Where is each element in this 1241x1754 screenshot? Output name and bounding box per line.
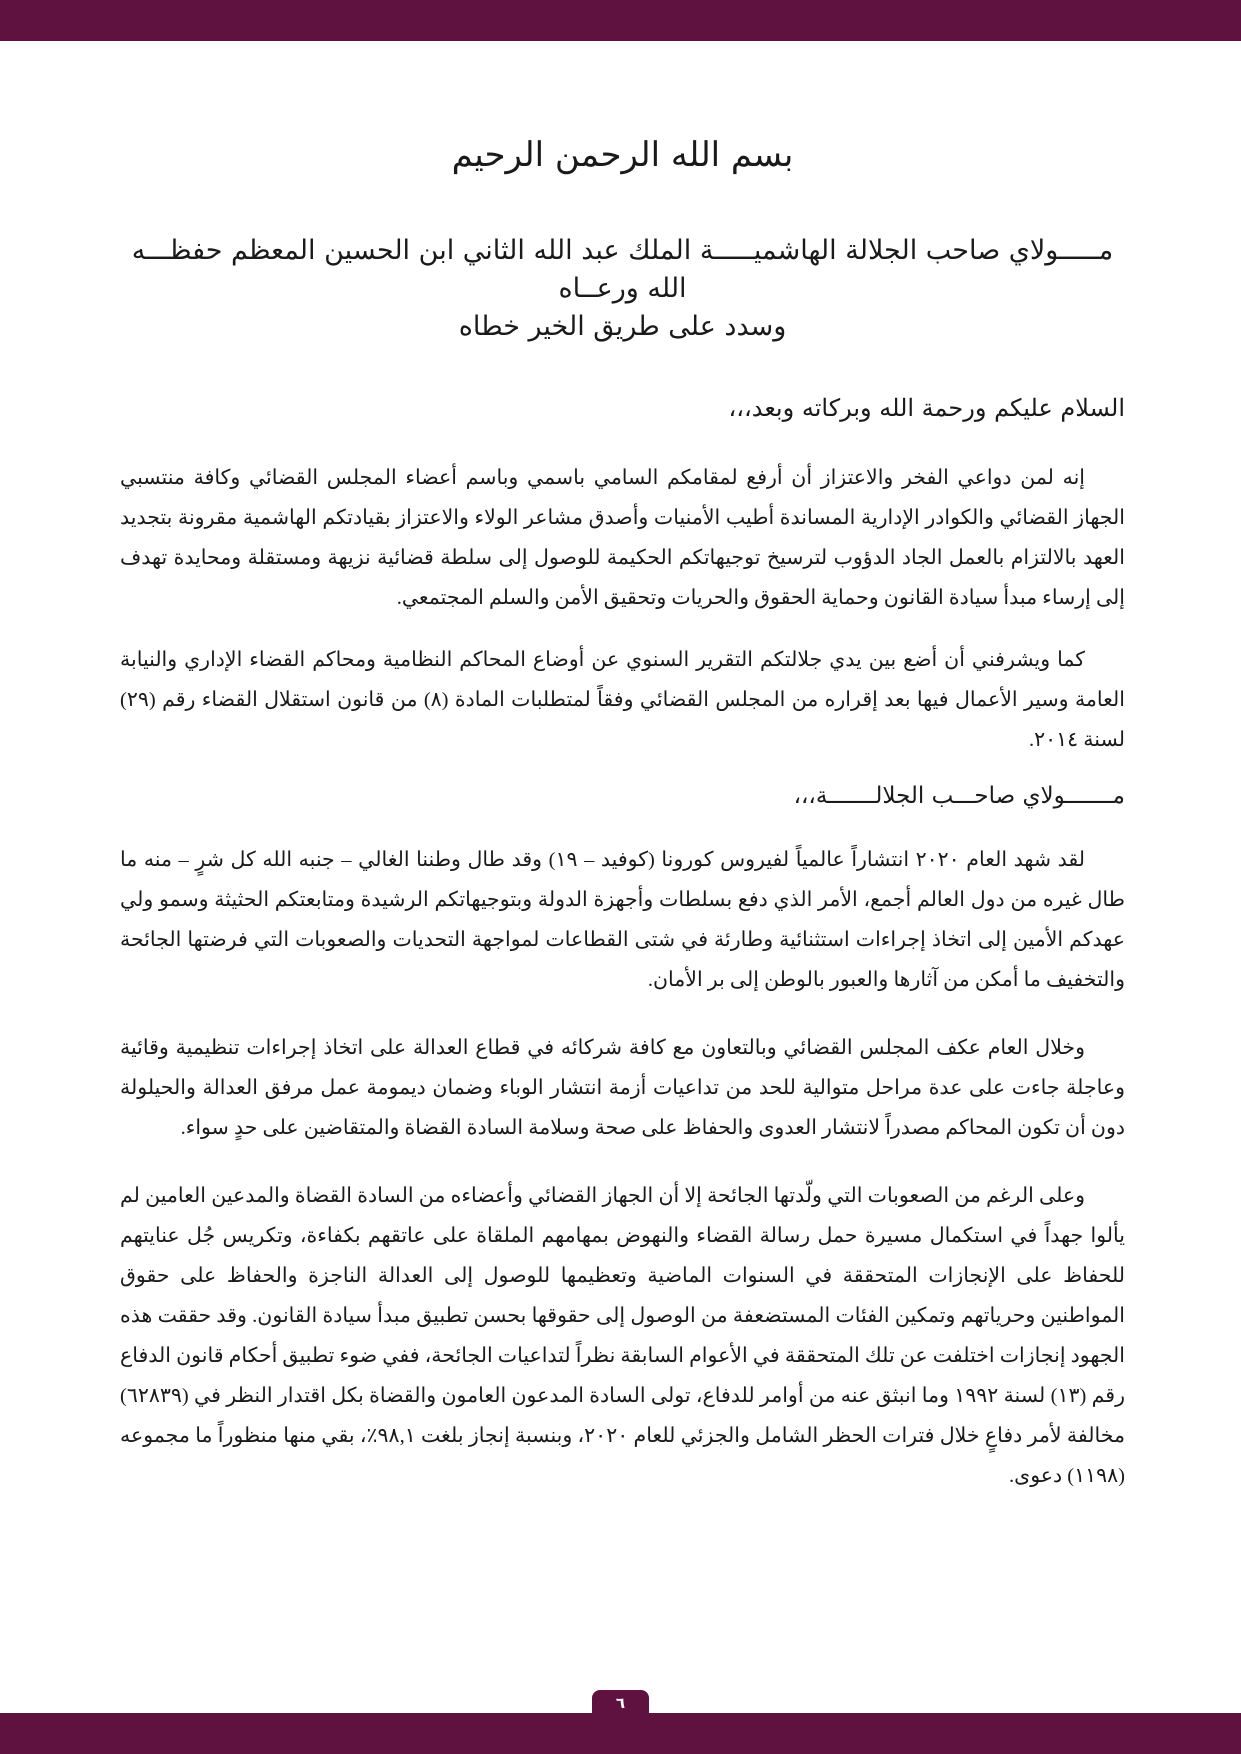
bottom-footer-bar — [0, 1713, 1241, 1754]
dedication-heading — [120, 232, 1125, 346]
paragraph-1: إنه لمن دواعي الفخر والاعتزاز أن أرفع لمقامكم السامي باسمي وباسم أعضاء المجلس القضائي وكافة منتسبي الجهاز القضائي والكوادر الإدارية المساندة أطيب الأمنيات وأصدق مشاعر الولاء والاعتزاز بقيادتكم الهاشمية مقرونة بتجديد العهد بالالتزام بالعمل الجاد الدؤوب لترسيخ توجيهاتكم الحكيمة للوصول إلى سلطة قضائية نزيهة ومستقلة ومحايدة تهدف إلى إرساء مبدأ سيادة القانون وحماية الحقوق والحريات وتحقيق الأمن والسلم المجتمعي. — [120, 467, 1125, 609]
paragraph-2: كما ويشرفني أن أضع بين يدي جلالتكم التقرير السنوي عن أوضاع المحاكم النظامية ومحاكم القضاء الإداري والنيابة العامة وسير الأعمال فيها بعد إقراره من المجلس القضائي وفقاً لمتطلبات المادة (٨) من قانون استقلال القضاء رقم (٢٩) لسنة ٢٠١٤. — [120, 649, 1125, 751]
paragraph-3: لقد شهد العام ٢٠٢٠ انتشاراً عالمياً لفيروس كورونا (كوفيد – ١٩) وقد طال وطننا الغالي – جنبه الله كل شرٍ – منه ما طال غيره من دول العالم أجمع، الأمر الذي دفع بسلطات وأجهزة الدولة وبتوجيهاتكم الرشيدة ومتابعتكم الحثيثة وسمو ولي عهدكم الأمين إلى اتخاذ إجراءات استثنائية وطارئة في شتى القطاعات لمواجهة التحديات والصعوبات التي فرضتها الجائحة والتخفيف ما أمكن من آثارها والعبور بالوطن إلى بر الأمان. — [120, 849, 1125, 991]
page-number: ٦ — [592, 1690, 649, 1720]
dedication-line-1: مـــــولاي صاحب الجلالة الهاشميـــــة الملك عبد الله الثاني ابن الحسين المعظم حفظـــه الله ورعــاه — [131, 235, 1114, 304]
greeting-line: السلام عليكم ورحمة الله وبركاته وبعد،،، — [728, 394, 1125, 422]
paragraph-5: وعلى الرغم من الصعوبات التي ولّدتها الجائحة إلا أن الجهاز القضائي وأعضاءه من السادة القضاة والمدعين العامين لم يألوا جهداً في استكمال مسيرة حمل رسالة القضاء والنهوض بمهامهم الملقاة على عاتقهم بكفاءة، وتكريس جُل عنايتهم للحفاظ على الإنجازات المتحققة في السنوات الماضية وتعظيمها للوصول إلى العدالة الناجزة والحفاظ على حقوق المواطنين وحرياتهم وتمكين الفئات المستضعفة من الوصول إلى حقوقها بحسن تطبيق مبدأ سيادة القانون. وقد حققت هذه الجهود إنجازات اختلفت عن تلك المتحققة في الأعوام السابقة نظراً لتداعيات الجائحة، ففي ضوء تطبيق أحكام قانون الدفاع رقم (١٣) لسنة ١٩٩٢ وما انبثق عنه من أوامر للدفاع، تولى السادة المدعون العامون والقضاة بكل اقتدار النظر في (٦٢٨٣٩) مخالفة لأمر دفاعٍ خلال فترات الحظر الشامل والجزئي للعام ٢٠٢٠، وبنسبة إنجاز بلغت ٩٨,١٪، بقي منها منظوراً ما مجموعه (١١٩٨) دعوى. — [120, 1185, 1125, 1487]
basmala-heading: بسم الله الرحمن الرحيم — [451, 135, 794, 175]
salutation-line: مـــــــولاي صاحـــب الجلالـــــــة،،، — [793, 783, 1125, 809]
top-header-bar — [0, 0, 1241, 41]
letter-content — [120, 120, 1125, 1496]
dedication-line-2: وسدد على طريق الخير خطاه — [458, 311, 787, 342]
paragraph-4: وخلال العام عكف المجلس القضائي وبالتعاون مع كافة شركائه في قطاع العدالة على اتخاذ إجراءات تنظيمية وقائية وعاجلة جاءت على عدة مراحل متوالية للحد من تداعيات أزمة انتشار الوباء وضمان ديمومة عمل مرفق العدالة والحيلولة دون أن تكون المحاكم مصدراً لانتشار العدوى والحفاظ على صحة وسلامة السادة القضاة والمتقاضين على حدٍ سواء. — [120, 1037, 1125, 1139]
